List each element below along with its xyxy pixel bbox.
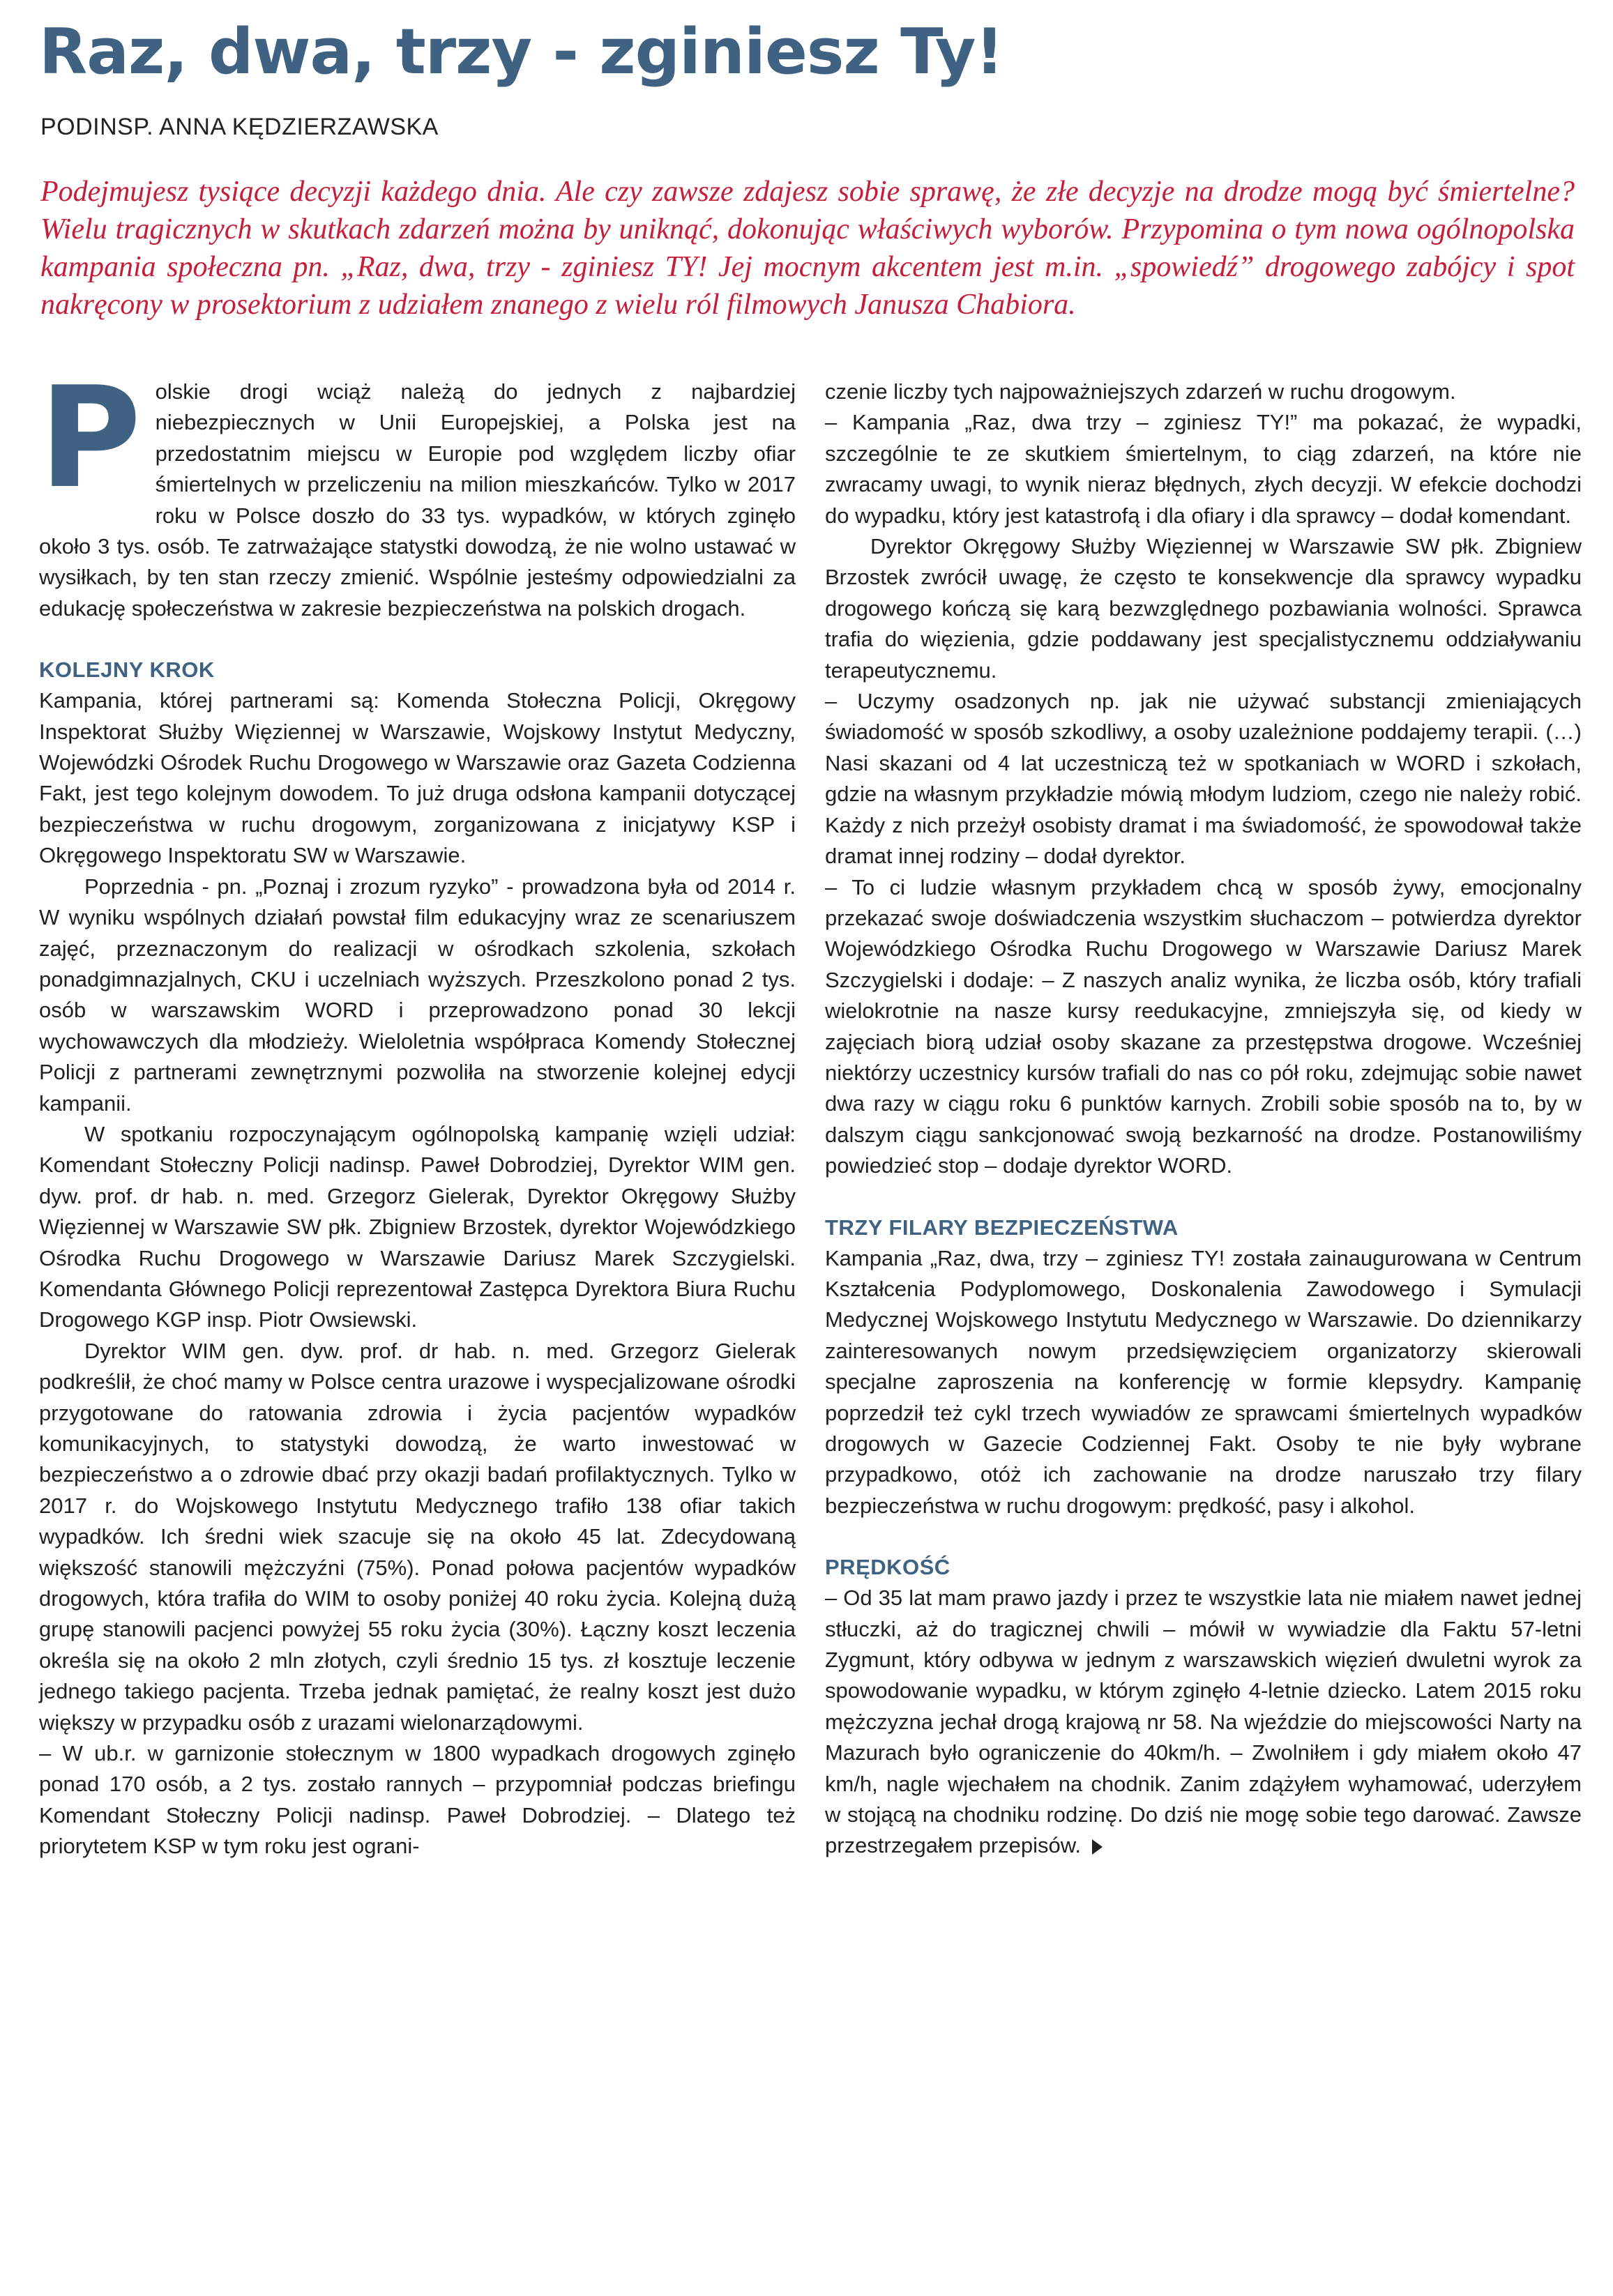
- paragraph: – Kampania „Raz, dwa trzy – zginiesz TY!” ma pokazać, że wypadki, szczególnie te ze skutkiem śmiertelnym, to ciąg zdarzeń, na które nie zwracamy uwagi, to wynik nieraz błędnych, złych decyzji. W efekcie dochodzi do wypadku, który jest katastrofą i dla ofiary i dla sprawcy – dodał komendant.: [825, 410, 1582, 528]
- left-column: [39, 357, 796, 1862]
- paragraph: – W ub.r. w garnizonie stołecznym w 1800 wypadkach drogowych zginęło ponad 170 osób, a 2 tys. zostało rannych – przypomniał podczas briefingu Komendant Stołeczny Policji nadinsp. Paweł Dobrodziej. – Dlatego też priorytetem KSP w tym roku jest ograni-: [39, 1741, 796, 1859]
- section-heading-trzy-filary: TRZY FILARY BEZPIECZEŃSTWA: [825, 1215, 1179, 1240]
- paragraph: – To ci ludzie własnym przykładem chcą w sposób żywy, emocjonalny przekazać swoje doświadczenia wszystkim słuchaczom – potwierdza dyrektor Wojewódzkiego Ośrodka Ruchu Drogowego w Warszawie Dariusz Marek Szczygielski i dodaje: – Z naszych analiz wynika, że liczba osób, który trafiali wielokrotnie na nasze kursy reedukacyjne, zmniejszyła się, od kiedy w zajęciach biorą udział osoby skazane za przestępstwa drogowe. Wcześniej niektórzy uczestnicy kursów trafiali do nas co pół roku, zdejmując sobie nawet dwa razy w ciągu roku 6 punktów karnych. Zrobili sobie sposób na to, by w dalszym ciągu sankcjonować swoją bezkarność na drodze. Postanowiliśmy powiedzieć stop – dodaje dyrektor WORD.: [825, 874, 1582, 1178]
- paragraph: – Uczymy osadzonych np. jak nie używać substancji zmieniających świadomość w sposób szkodliwy, a osoby uzależnione poddajemy terapii. (…) Nasi skazani od 4 lat uczestniczą też w spotkaniach w WORD i szkołach, gdzie na własnym przykładzie mówią młodym ludziom, czego nie należy robić. Każdy z nich przeżył osobisty dramat i ma świadomość, że spowodował także dramat innej rodziny – dodał dyrektor.: [825, 689, 1582, 869]
- paragraph: W spotkaniu rozpoczynającym ogólnopolską kampanię wzięli udział: Komendant Stołeczny Policji nadinsp. Paweł Dobrodziej, Dyrektor WIM gen. dyw. prof. dr hab. n. med. Grzegorz Gielerak, Dyrektor Okręgowy Służby Więziennej w Warszawie SW płk. Zbigniew Brzostek, dyrektor Wojewódzkiego Ośrodka Ruchu Drogowego w Warszawie Dariusz Marek Szczygielski. Komendanta Głównego Policji reprezentował Zastępca Dyrektora Biura Ruchu Drogowego KGP insp. Piotr Owsiewski.: [39, 1121, 796, 1332]
- right-column: [825, 377, 1582, 1862]
- paragraph: Dyrektor Okręgowy Służby Więziennej w Warszawie SW płk. Zbigniew Brzostek zwrócił uwagę, że często te konsekwencje dla sprawcy wypadku drogowego kończą się karą bezwzględnego pozbawiania wolności. Sprawca trafia do więzienia, gdzie poddawany jest specjalistycznemu oddziaływaniu terapeutycznemu.: [825, 534, 1582, 683]
- article-lead: Podejmujesz tysiące decyzji każdego dnia. Ale czy zawsze zdajesz sobie sprawę, że złe decyzje na drodze mogą być śmiertelne? Wielu tragicznych w skutkach zdarzeń można by uniknąć, dokonując właściwych wyborów. Przypomina o tym nowa ogólnopolska kampania społeczna pn. „Raz, dwa, trzy - zginiesz TY! Jej mocnym akcentem jest m.in. „spowiedź” drogowego zabójcy i spot nakręcony w prosektorium z udziałem znanego z wielu ról filmowych Janusza Chabiora.: [40, 176, 1575, 321]
- section-heading-kolejny-krok: KOLEJNY KROK: [39, 657, 215, 683]
- continue-arrow-icon: [1092, 1839, 1103, 1855]
- article-author: PODINSP. ANNA KĘDZIERZAWSKA: [40, 114, 439, 140]
- paragraph-text: – Od 35 lat mam prawo jazdy i przez te wszystkie lata nie miałem nawet jednej stłuczki, aż do tragicznej chwili – mówił w wywiadzie dla Faktu 57-letni Zygmunt, który odbywa w jednym z warszawskich więzień dwuletni wyrok za spowodowanie wypadku, w którym zginęło 4-letnie dziecko. Latem 2015 roku mężczyzna jechał drogą krajową nr 58. Na wjeździe do miejscowości Narty na Mazurach było ograniczenie do 40km/h. – Zwolniłem i gdy miałem około 47 km/h, nagle wjechałem na chodnik. Zanim zdążyłem wyhamować, uderzyłem w stojącą na chodniku rodzinę. Do dziś nie mogę sobie tego darować. Zawsze przestrzegałem przepisów.: [825, 1586, 1582, 1858]
- intro-paragraph: [39, 357, 796, 624]
- paragraph: czenie liczby tych najpoważniejszych zdarzeń w ruchu drogowym.: [825, 379, 1456, 404]
- drop-cap: P: [39, 357, 142, 519]
- paragraph-continued: [825, 1583, 1582, 1862]
- paragraph: Kampania „Raz, dwa, trzy – zginiesz TY! została zainaugurowana w Centrum Kształcenia Podyplomowego, Doskonalenia Zawodowego i Symulacji Medycznej Wojskowego Instytutu Medycznego w Warszawie. Do dziennikarzy zainteresowanych nowym przedsięwzięciem organizatorzy skierowali specjalne zaproszenia na konferencję w formie klepsydry. Kampanię poprzedził też cykl trzech wywiadów ze sprawcami śmiertelnych wypadków drogowych w Gazecie Codziennej Fakt. Osoby te nie były wybrane przypadkowo, otóż ich zachowanie na drodze naruszało trzy filary bezpieczeństwa w ruchu drogowym: prędkość, pasy i alkohol.: [825, 1245, 1582, 1518]
- article-title: Raz, dwa, trzy - zginiesz Ty!: [39, 15, 1004, 89]
- paragraph: Kampania, której partnerami są: Komenda Stołeczna Policji, Okręgowy Inspektorat Służby Więziennej w Warszawie, Wojskowy Instytut Medyczny, Wojewódzki Ośrodek Ruchu Drogowego w Warszawie oraz Gazeta Codzienna Fakt, jest tego kolejnym dowodem. To już druga odsłona kampanii dotyczącej bezpieczeństwa w ruchu drogowym, zorganizowana z inicjatywy KSP i Okręgowego Inspektoratu SW w Warszawie.: [39, 688, 796, 868]
- paragraph: Poprzednia - pn. „Poznaj i zrozum ryzyko” - prowadzona była od 2014 r. W wyniku wspólnych działań powstał film edukacyjny wraz ze scenariuszem zajęć, przeznaczonym do realizacji w ośrodkach szkolenia, szkołach ponadgimnazjalnych, CKU i uczelniach wyższych. Przeszkolono ponad 2 tys. osób w warszawskim WORD i przeprowadzono ponad 30 lekcji wychowawczych dla młodzieży. Wieloletnia współpraca Komendy Stołecznej Policji z partnerami zewnętrznymi pozwoliła na stworzenie kolejnej edycji kampanii.: [39, 874, 796, 1116]
- intro-text: olskie drogi wciąż należą do jednych z najbardziej niebezpiecznych w Unii Europejskiej, a Polska jest na przedostatnim miejscu w Europie pod względem liczby ofiar śmiertelnych w przeliczeniu na milion mieszkańców. Tylko w 2017 roku w Polsce doszło do 33 tys. wypadków, w których zginęło około 3 tys. osób. Te zatrważające statystki dowodzą, że nie wolno ustawać w wysiłkach, by ten stan rzeczy zmienić. Wspólnie jesteśmy odpowiedzialni za edukację społeczeństwa w zakresie bezpieczeństwa na polskich drogach.: [39, 379, 796, 621]
- section-heading-predkosc: PRĘDKOŚĆ: [825, 1555, 951, 1580]
- paragraph: Dyrektor WIM gen. dyw. prof. dr hab. n. med. Grzegorz Gielerak podkreślił, że choć mamy w Polsce centra urazowe i wyspecjalizowane ośrodki przygotowane do ratowania zdrowia i życia pacjentów wypadków komunikacyjnych, to statystyki dowodzą, że warto inwestować w bezpieczeństwo a o zdrowie dbać przy okazji badań profilaktycznych. Tylko w 2017 r. do Wojskowego Instytutu Medycznego trafiło 138 ofiar takich wypadków. Ich średni wiek szacuje się na około 45 lat. Zdecydowaną większość stanowili mężczyźni (75%). Ponad połowa pacjentów wypadków drogowych, która trafiła do WIM to osoby poniżej 40 roku życia. Kolejną dużą grupę stanowili pacjenci powyżej 55 roku życia (30%). Łączny koszt leczenia określa się na około 2 mln złotych, czyli średnio 15 tys. zł kosztuje leczenie jednego takiego pacjenta. Trzeba jednak pamiętać, że realny koszt jest dużo większy w przypadku osób z urazami wielonarządowymi.: [39, 1338, 796, 1735]
